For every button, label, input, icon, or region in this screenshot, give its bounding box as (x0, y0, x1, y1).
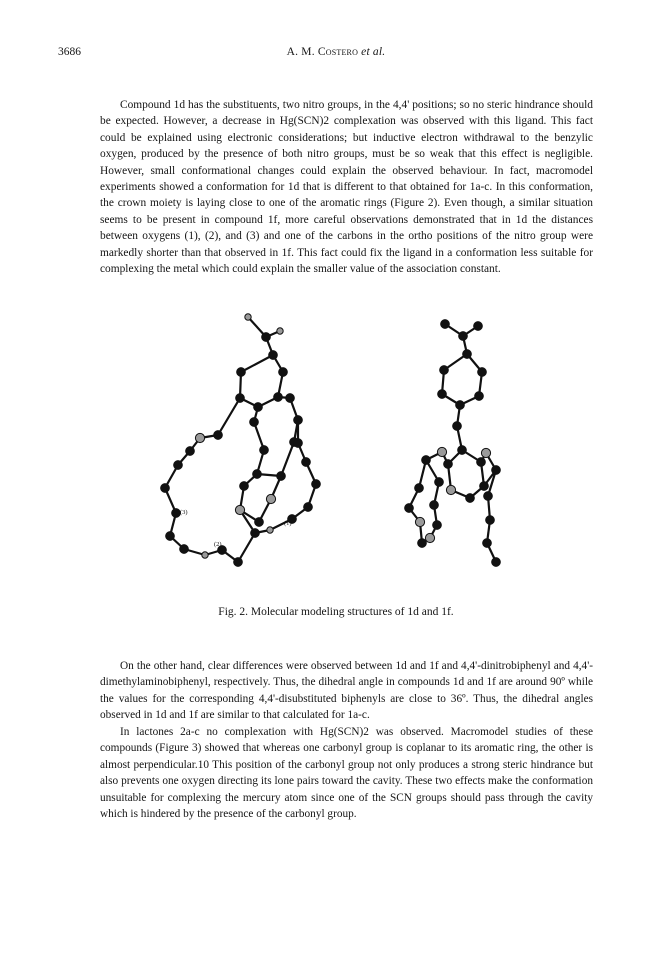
structure-1d-atom (239, 481, 248, 490)
molecular-structures (130, 300, 550, 590)
paragraph-1-text: Compound 1d has the substituents, two nitro groups, in the 4,4' positions; so no steric hindrance should be expected. However, a decrease in Hg(SCN)2 complexation was observed with this ligand. This fact could be explained using electronic considerations; but inductive electron withdrawal to the benzylic oxygen, produced by the presence of both nitro groups, must be so weak that this effect is negligible. However, small conformational changes could explain the observed behaviour. In fact, macromodel experiments showed a conformation for 1d that is different to that obtained for 1a-c. In this conformation, the crown moiety is laying close to one of the aromatic rings (Figure 2). Even though, a similar situation seems to be present in compound 1f, more careful observations demonstrated that in 1d the distances between oxygens (1), (2), and (3) and one of the carbons in the ortho positions of the nitro group were markedly shorter than that observed in 1f. This fact could fix the ligand in a conformation less suitable for complexing the metal which could explain the smaller value of the association constant. (100, 99, 593, 276)
structure-1f-atom (434, 477, 443, 486)
structure-1d-bond (238, 533, 255, 562)
structure-1d-atom (293, 415, 302, 424)
structure-1d-atom (278, 367, 287, 376)
structure-1f-atom (415, 517, 424, 526)
paragraph-2-text: On the other hand, clear differences were observed between 1d and 1f and 4,4'-dinitrobiphenyl and 4,4'-dimethylaminobiphenyl, respectively. Thus, the dihedral angle in compounds 1d and 1f are around 90º while the values for the corresponding 4,4'-disubstituted biphenyls are close to 36º. Thus, the dihedral angles observed in 1d and 1f are similar to that calculated for 1a-c. (100, 660, 593, 722)
oxygen-label: (3) (180, 509, 188, 516)
structure-1d-atom (276, 471, 285, 480)
structure-1d-atom (252, 469, 261, 478)
structure-1d-bond (281, 442, 294, 476)
structure-1f-atom (481, 448, 490, 457)
structure-1d-atom (236, 367, 245, 376)
structure-1d-atom (285, 393, 294, 402)
structure-1d-atom (195, 433, 204, 442)
structure-1f-atom (404, 503, 413, 512)
structure-1f-atom (479, 481, 488, 490)
structure-1d-atom (268, 350, 277, 359)
structure-1f-atom (474, 391, 483, 400)
structure-1d-atom (173, 460, 182, 469)
structure-1f-atom (491, 557, 500, 566)
structure-1f-atom (462, 349, 471, 358)
structure-1f-atom (417, 538, 426, 547)
running-head (0, 46, 672, 58)
structure-1f-atom (477, 367, 486, 376)
structure-1d-atom (233, 557, 242, 566)
structure-1d-atom (267, 527, 273, 533)
structure-1f-atom (446, 485, 455, 494)
running-head-author: A. M. Costero (286, 46, 359, 58)
structure-1f-atom (482, 538, 491, 547)
figure-caption: Fig. 2. Molecular modeling structures of 1d and 1f. (218, 606, 454, 618)
oxygen-label: (1) (284, 520, 292, 527)
structure-1f-atom (473, 321, 482, 330)
structure-1f-atom (432, 520, 441, 529)
structure-1f-atom (443, 459, 452, 468)
structure-1d-atom (165, 531, 174, 540)
structure-1f-atom (455, 400, 464, 409)
structure-1d-atom (160, 483, 169, 492)
structure-1d-atom (235, 505, 244, 514)
structure-1d-atom (261, 332, 270, 341)
structure-1d-atom (273, 392, 282, 401)
structure-1f-atom (421, 455, 430, 464)
structure-1d-atom (293, 438, 302, 447)
structure-1d-atom (202, 552, 208, 558)
structure-1f-atom (437, 447, 446, 456)
structure-1f-atom (491, 465, 500, 474)
structure-1f-atom (414, 483, 423, 492)
structure-1d-atom (303, 502, 312, 511)
structure-1f-atom (483, 491, 492, 500)
structure-1d-atom (259, 445, 268, 454)
structure-1f-atom (452, 421, 461, 430)
structure-1f-atom (485, 515, 494, 524)
structure-1d-atom (266, 494, 275, 503)
oxygen-label: (2) (214, 541, 222, 548)
paragraph-1 (100, 97, 593, 277)
structure-1d-atom (213, 430, 222, 439)
page-header (0, 46, 672, 62)
structure-1f-atom (440, 319, 449, 328)
paragraph-2 (100, 658, 593, 724)
structure-1f-atom (425, 533, 434, 542)
paragraph-3 (100, 724, 593, 822)
structure-1f-atom (437, 389, 446, 398)
structure-1d-atom (185, 446, 194, 455)
structure-1d-atom (235, 393, 244, 402)
structure-1f-atom (429, 500, 438, 509)
structure-1f-atom (457, 445, 466, 454)
structure-1f-atom (458, 331, 467, 340)
figure-2 (130, 300, 550, 590)
structure-1d-bond (218, 398, 240, 435)
structure-1d-atom (254, 517, 263, 526)
paragraph-3-text: In lactones 2a-c no complexation with Hg(SCN)2 was observed. Macromodel studies of these compounds (Figure 3) showed that whereas one carbonyl group is coplanar to its aromatic ring, the other is almost perpendicular.10 This position of the carbonyl group not only produces a strong steric hindrance but also prevents one oxygen directing its lone pairs toward the cavity. These two effects make the conformation unsuitable for complexing the mercury atom since one of the SCN groups should pass through the cavity which is hindered by the presence of the carbonyl group. (100, 726, 593, 821)
structure-1d-atom (250, 528, 259, 537)
structure-1d-atom (245, 314, 251, 320)
structure-1d-atom (249, 417, 258, 426)
structure-1f-atom (465, 493, 474, 502)
page-number: 3686 (58, 46, 81, 58)
structure-1d-atom (301, 457, 310, 466)
structure-1d-bond (241, 355, 273, 372)
structure-1f-atom (476, 457, 485, 466)
running-head-etal: et al. (361, 46, 386, 58)
structure-1d-atom (179, 544, 188, 553)
structure-1f-atom (439, 365, 448, 374)
structure-1d-atom (277, 328, 283, 334)
structure-1d-atom (311, 479, 320, 488)
structure-1d-atom (253, 402, 262, 411)
